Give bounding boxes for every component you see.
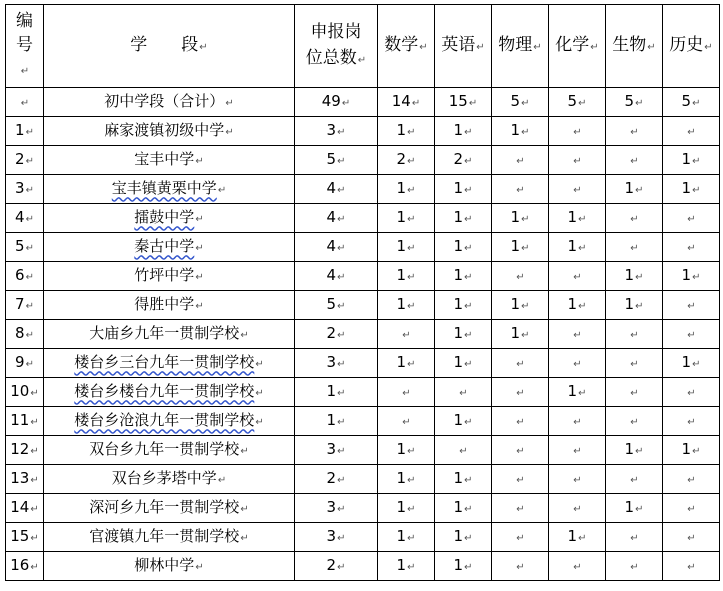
school-name: 楼台乡三台九年一贯制学校↵ [44, 349, 295, 378]
cell-history: 1↵ [663, 349, 720, 378]
cell-physics: 1↵ [492, 204, 549, 233]
row-total: 4↵ [295, 175, 378, 204]
row-number: 2↵ [6, 146, 44, 175]
cell-math: 1↵ [378, 436, 435, 465]
cell-biology: 1↵ [606, 175, 663, 204]
row-number: 16↵ [6, 552, 44, 581]
cell-english: 1↵ [435, 262, 492, 291]
cell-english: 1↵ [435, 233, 492, 262]
cell-chemistry: 1↵ [549, 523, 606, 552]
row-total: 2↵ [295, 552, 378, 581]
cell-physics: ↵ [492, 378, 549, 407]
cell-math: 1↵ [378, 523, 435, 552]
school-name: 得胜中学↵ [44, 291, 295, 320]
cell-math: ↵ [378, 378, 435, 407]
cell-physics: ↵ [492, 146, 549, 175]
row-total: 1↵ [295, 407, 378, 436]
cell-chemistry: ↵ [549, 262, 606, 291]
row-number: 4↵ [6, 204, 44, 233]
table-row [6, 175, 720, 204]
cell-chemistry: 1↵ [549, 204, 606, 233]
cell-math: 1↵ [378, 349, 435, 378]
cell-math: 1↵ [378, 233, 435, 262]
header-subject-physics: 物理↵ [492, 5, 549, 88]
cell-physics: ↵ [492, 523, 549, 552]
cell-english: ↵ [435, 436, 492, 465]
recruitment-table [5, 4, 720, 581]
cell-english: 1↵ [435, 291, 492, 320]
table-row [6, 117, 720, 146]
row-total: 2↵ [295, 320, 378, 349]
row-total: 3↵ [295, 494, 378, 523]
cell-math: 1↵ [378, 175, 435, 204]
cell-math: 1↵ [378, 117, 435, 146]
cell-chemistry: ↵ [549, 175, 606, 204]
row-number: 6↵ [6, 262, 44, 291]
row-total: 3↵ [295, 117, 378, 146]
cell-math: ↵ [378, 407, 435, 436]
row-total: 5↵ [295, 146, 378, 175]
table-row [6, 552, 720, 581]
cell-english: 1↵ [435, 320, 492, 349]
table-row [6, 204, 720, 233]
school-name: 楼台乡沧浪九年一贯制学校↵ [44, 407, 295, 436]
cell-math: 1↵ [378, 291, 435, 320]
row-total: 1↵ [295, 378, 378, 407]
cell-chemistry: 1↵ [549, 233, 606, 262]
header-school: 学 段↵ [44, 5, 295, 88]
table-row [6, 494, 720, 523]
cell-chemistry: 1↵ [549, 378, 606, 407]
header-number: 编 号↵ [6, 5, 44, 88]
cell-biology: ↵ [606, 523, 663, 552]
summary-number: ↵ [6, 88, 44, 117]
header-subject-history: 历史↵ [663, 5, 720, 88]
cell-physics: ↵ [492, 407, 549, 436]
cell-physics: ↵ [492, 349, 549, 378]
row-total: 3↵ [295, 349, 378, 378]
row-total: 4↵ [295, 233, 378, 262]
row-number: 5↵ [6, 233, 44, 262]
cell-english: 1↵ [435, 494, 492, 523]
cell-biology: ↵ [606, 349, 663, 378]
cell-physics: ↵ [492, 262, 549, 291]
cell-history: 1↵ [663, 262, 720, 291]
cell-chemistry: ↵ [549, 436, 606, 465]
header-total-positions: 申报岗 位总数↵ [295, 5, 378, 88]
header-subject-chemistry: 化学↵ [549, 5, 606, 88]
cell-english: 1↵ [435, 552, 492, 581]
school-name: 秦古中学↵ [44, 233, 295, 262]
cell-english: ↵ [435, 378, 492, 407]
summary-total: 49↵ [295, 88, 378, 117]
table-row [6, 291, 720, 320]
header-subject-math: 数学↵ [378, 5, 435, 88]
cell-chemistry: ↵ [549, 407, 606, 436]
cell-math: 1↵ [378, 262, 435, 291]
table-row [6, 407, 720, 436]
row-number: 13↵ [6, 465, 44, 494]
cell-history: ↵ [663, 465, 720, 494]
cell-history: ↵ [663, 117, 720, 146]
cell-biology: ↵ [606, 378, 663, 407]
cell-history: ↵ [663, 494, 720, 523]
summary-english: 15↵ [435, 88, 492, 117]
cell-history: ↵ [663, 523, 720, 552]
cell-math: 1↵ [378, 465, 435, 494]
school-name: 麻家渡镇初级中学↵ [44, 117, 295, 146]
cell-math: 1↵ [378, 494, 435, 523]
cell-history: ↵ [663, 552, 720, 581]
row-total: 3↵ [295, 436, 378, 465]
cell-physics: ↵ [492, 465, 549, 494]
cell-math: 1↵ [378, 204, 435, 233]
table-row [6, 523, 720, 552]
school-name: 竹坪中学↵ [44, 262, 295, 291]
row-number: 12↵ [6, 436, 44, 465]
cell-history: 1↵ [663, 146, 720, 175]
cell-biology: 1↵ [606, 436, 663, 465]
cell-history: 1↵ [663, 436, 720, 465]
cell-biology: ↵ [606, 233, 663, 262]
school-name: 大庙乡九年一贯制学校↵ [44, 320, 295, 349]
cell-math: 2↵ [378, 146, 435, 175]
cell-biology: ↵ [606, 204, 663, 233]
cell-physics: ↵ [492, 436, 549, 465]
cell-physics: 1↵ [492, 320, 549, 349]
row-number: 15↵ [6, 523, 44, 552]
row-number: 8↵ [6, 320, 44, 349]
summary-math: 14↵ [378, 88, 435, 117]
cell-english: 1↵ [435, 407, 492, 436]
cell-english: 1↵ [435, 349, 492, 378]
cell-physics: 1↵ [492, 291, 549, 320]
cell-chemistry: ↵ [549, 320, 606, 349]
cell-biology: 1↵ [606, 494, 663, 523]
cell-english: 1↵ [435, 117, 492, 146]
table-row [6, 146, 720, 175]
cell-history: ↵ [663, 407, 720, 436]
row-total: 2↵ [295, 465, 378, 494]
table-row [6, 320, 720, 349]
row-total: 3↵ [295, 523, 378, 552]
row-total: 4↵ [295, 262, 378, 291]
row-total: 4↵ [295, 204, 378, 233]
cell-english: 1↵ [435, 204, 492, 233]
cell-chemistry: ↵ [549, 146, 606, 175]
cell-math: ↵ [378, 320, 435, 349]
cell-chemistry: ↵ [549, 552, 606, 581]
cell-biology: ↵ [606, 407, 663, 436]
cell-biology: ↵ [606, 146, 663, 175]
table-row [6, 465, 720, 494]
row-number: 11↵ [6, 407, 44, 436]
summary-chemistry: 5↵ [549, 88, 606, 117]
school-name: 官渡镇九年一贯制学校↵ [44, 523, 295, 552]
cell-physics: 1↵ [492, 117, 549, 146]
cell-chemistry: ↵ [549, 349, 606, 378]
school-name: 宝丰镇黄栗中学↵ [44, 175, 295, 204]
school-name: 宝丰中学↵ [44, 146, 295, 175]
cell-history: ↵ [663, 204, 720, 233]
cell-chemistry: ↵ [549, 494, 606, 523]
cell-physics: ↵ [492, 552, 549, 581]
cell-english: 1↵ [435, 175, 492, 204]
cell-biology: 1↵ [606, 262, 663, 291]
cell-history: ↵ [663, 320, 720, 349]
cell-biology: ↵ [606, 552, 663, 581]
school-name: 双台乡茅塔中学↵ [44, 465, 295, 494]
summary-physics: 5↵ [492, 88, 549, 117]
cell-biology: 1↵ [606, 291, 663, 320]
row-number: 1↵ [6, 117, 44, 146]
header-subject-biology: 生物↵ [606, 5, 663, 88]
summary-name: 初中学段（合计）↵ [44, 88, 295, 117]
summary-history: 5↵ [663, 88, 720, 117]
row-number: 3↵ [6, 175, 44, 204]
cell-history: ↵ [663, 233, 720, 262]
cell-biology: ↵ [606, 320, 663, 349]
cell-english: 1↵ [435, 465, 492, 494]
cell-history: ↵ [663, 291, 720, 320]
summary-row [6, 88, 720, 117]
cell-chemistry: ↵ [549, 465, 606, 494]
cell-physics: ↵ [492, 494, 549, 523]
cell-history: ↵ [663, 378, 720, 407]
summary-biology: 5↵ [606, 88, 663, 117]
table-row [6, 349, 720, 378]
table-row [6, 262, 720, 291]
school-name: 擂鼓中学↵ [44, 204, 295, 233]
row-number: 10↵ [6, 378, 44, 407]
table-row [6, 436, 720, 465]
cell-chemistry: ↵ [549, 117, 606, 146]
row-total: 5↵ [295, 291, 378, 320]
cell-math: 1↵ [378, 552, 435, 581]
school-name: 双台乡九年一贯制学校↵ [44, 436, 295, 465]
table-row [6, 378, 720, 407]
cell-english: 2↵ [435, 146, 492, 175]
school-name: 楼台乡楼台九年一贯制学校↵ [44, 378, 295, 407]
header-row [6, 5, 720, 88]
cell-physics: ↵ [492, 175, 549, 204]
cell-biology: ↵ [606, 117, 663, 146]
header-subject-english: 英语↵ [435, 5, 492, 88]
school-name: 深河乡九年一贯制学校↵ [44, 494, 295, 523]
table-row [6, 233, 720, 262]
row-number: 14↵ [6, 494, 44, 523]
cell-biology: ↵ [606, 465, 663, 494]
cell-english: 1↵ [435, 523, 492, 552]
row-number: 9↵ [6, 349, 44, 378]
cell-physics: 1↵ [492, 233, 549, 262]
school-name: 柳林中学↵ [44, 552, 295, 581]
cell-chemistry: 1↵ [549, 291, 606, 320]
row-number: 7↵ [6, 291, 44, 320]
cell-history: 1↵ [663, 175, 720, 204]
